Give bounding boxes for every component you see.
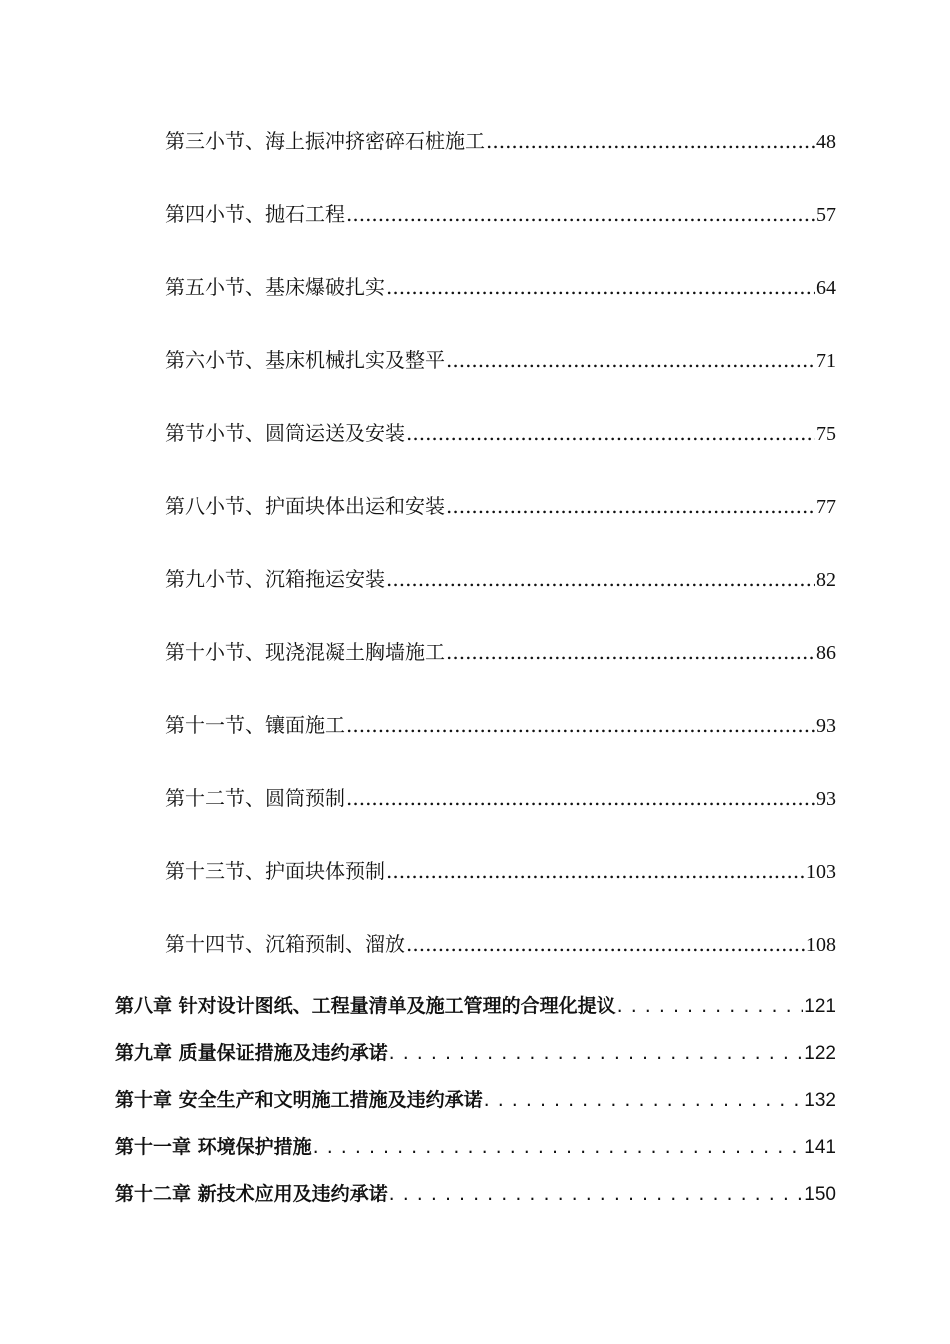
- toc-entry[interactable]: [165, 563, 836, 592]
- toc-entry-title: 第五小节、基床爆破扎实: [165, 275, 385, 299]
- dot-leader: [386, 859, 805, 883]
- dot-leader: [389, 1183, 804, 1205]
- toc-entry[interactable]: [165, 782, 836, 811]
- dot-leader: [446, 640, 815, 664]
- toc-entry-page: 93: [816, 715, 836, 737]
- toc-entry[interactable]: [165, 490, 836, 519]
- toc-entry-title: 第十三节、护面块体预制: [165, 859, 385, 883]
- toc-entry-page: 57: [816, 204, 836, 226]
- toc-entry[interactable]: [165, 271, 836, 300]
- toc-entry-title: 第九小节、沉箱拖运安装: [165, 567, 385, 591]
- toc-entry[interactable]: [165, 636, 836, 665]
- toc-entry-page: 103: [806, 861, 836, 883]
- toc-entry-title: 第十一节、镶面施工: [165, 713, 345, 737]
- toc-chapter-title: 第十一章 环境保护措施: [115, 1136, 312, 1158]
- dot-leader: [406, 421, 815, 445]
- toc-entry-title: 第十二节、圆筒预制: [165, 786, 345, 810]
- toc-entry[interactable]: [165, 928, 836, 957]
- dot-leader: [484, 1089, 804, 1111]
- toc-entry[interactable]: [165, 125, 836, 154]
- toc-chapter-page: 141: [804, 1137, 836, 1158]
- dot-leader: [346, 202, 815, 226]
- toc-chapter-entry[interactable]: [115, 1038, 836, 1065]
- dot-leader: [346, 713, 815, 737]
- toc-entry-title: 第八小节、护面块体出运和安装: [165, 494, 445, 518]
- dot-leader: [486, 129, 815, 153]
- toc-chapter-page: 132: [804, 1090, 836, 1111]
- dot-leader: [617, 995, 804, 1017]
- toc-entry-title: 第六小节、基床机械扎实及整平: [165, 348, 445, 372]
- toc-chapter-title: 第十二章 新技术应用及违约承诺: [115, 1183, 388, 1205]
- dot-leader: [346, 786, 815, 810]
- dot-leader: [406, 932, 805, 956]
- toc-chapter-page: 121: [804, 996, 836, 1017]
- toc-entry-page: 71: [816, 350, 836, 372]
- toc-entry-title: 第十小节、现浇混凝土胸墙施工: [165, 640, 445, 664]
- toc-entry-page: 82: [816, 569, 836, 591]
- toc-entry-page: 77: [816, 496, 836, 518]
- toc-entry[interactable]: [165, 855, 836, 884]
- dot-leader: [386, 275, 815, 299]
- toc-entry-page: 64: [816, 277, 836, 299]
- toc-entry-title: 第四小节、抛石工程: [165, 202, 345, 226]
- toc-entry-title: 第十四节、沉箱预制、溜放: [165, 932, 405, 956]
- toc-entry-page: 86: [816, 642, 836, 664]
- toc-chapter-entry[interactable]: [115, 1132, 836, 1159]
- dot-leader: [446, 494, 815, 518]
- dot-leader: [446, 348, 815, 372]
- toc-chapter-entry[interactable]: [115, 991, 836, 1018]
- toc-chapter-entry[interactable]: [115, 1179, 836, 1206]
- toc-entry-title: 第三小节、海上振冲挤密碎石桩施工: [165, 129, 485, 153]
- toc-chapter-page: 122: [804, 1043, 836, 1064]
- dot-leader: [389, 1042, 804, 1064]
- dot-leader: [386, 567, 815, 591]
- toc-entry[interactable]: [165, 709, 836, 738]
- toc-chapter-page: 150: [804, 1184, 836, 1205]
- toc-chapter-title: 第八章 针对设计图纸、工程量清单及施工管理的合理化提议: [115, 995, 616, 1017]
- toc-entry-page: 48: [816, 131, 836, 153]
- dot-leader: [313, 1136, 804, 1158]
- toc-entry-title: 第节小节、圆筒运送及安装: [165, 421, 405, 445]
- toc-entry[interactable]: [165, 198, 836, 227]
- toc-entry-page: 108: [806, 934, 836, 956]
- toc-chapter-title: 第九章 质量保证措施及违约承诺: [115, 1042, 388, 1064]
- toc-chapter-entry[interactable]: [115, 1085, 836, 1112]
- toc-entry-page: 75: [816, 423, 836, 445]
- toc-entry[interactable]: [165, 344, 836, 373]
- toc-chapter-title: 第十章 安全生产和文明施工措施及违约承诺: [115, 1089, 483, 1111]
- toc-entry[interactable]: [165, 417, 836, 446]
- toc-entry-page: 93: [816, 788, 836, 810]
